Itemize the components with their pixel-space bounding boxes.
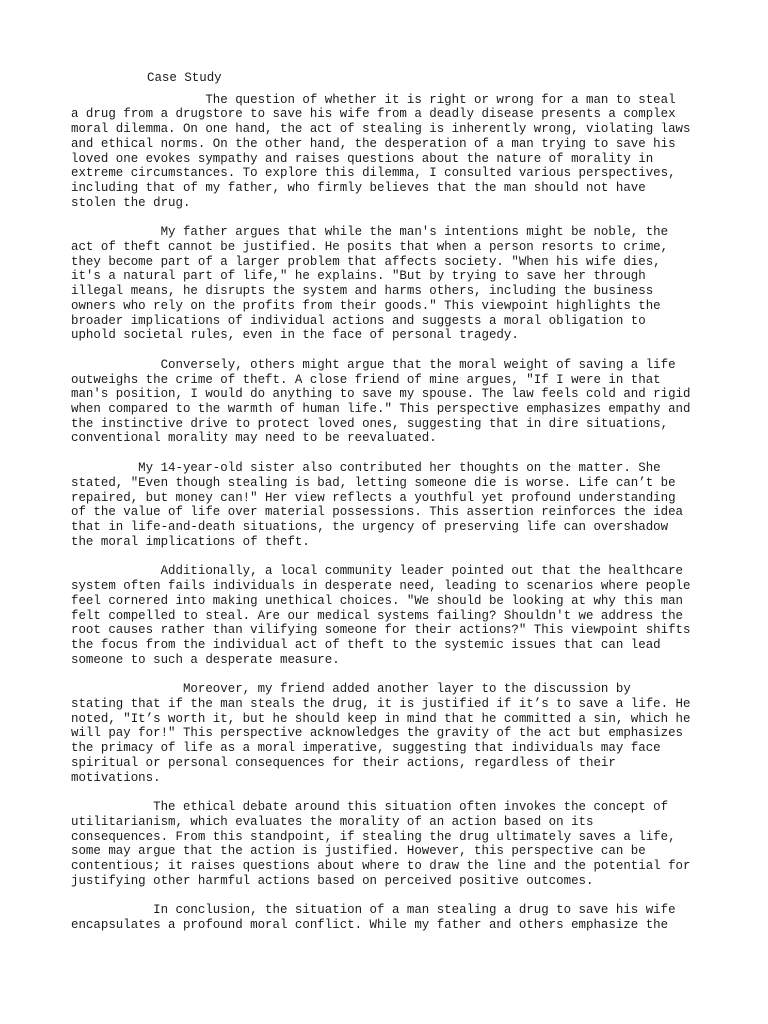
paragraph-sister: My 14-year-old sister also contributed her thoughts on the matter. She stated, "Even though stealing is bad, letting someone die is worse. Life can’t be repaired, but money can!" Her view reflects a youthful yet profound understanding of the value of life over material possessions. This assertion reinforces the idea that in life-and-death situations, the urgency of preserving life can overshadow the moral implications of theft. [71, 461, 684, 549]
paragraph-father: My father argues that while the man's intentions might be noble, the act of theft cannot be justified. He posits that when a person resorts to crime, they become part of a larger problem that affects society. "When his wife dies, it's a natural part of life," he explains. "But by trying to save her through illegal means, he disrupts the system and harms others, including the business owners who rely on the profits from their goods." This viewpoint highlights the broader implications of individual actions and suggests a moral obligation to uphold societal rules, even in the face of personal tragedy. [71, 225, 669, 343]
paragraph-community-leader: Additionally, a local community leader pointed out that the healthcare system often fails individuals in desperate need, leading to scenarios where people feel cornered into making unethical choices. "We should be looking at why this man felt compelled to steal. Are our medical systems failing? Shouldn't we address the root causes rather than vilifying someone for their actions?" This viewpoint shifts the focus from the individual act of theft to the systemic issues that can lead someone to such a desperate measure. [71, 564, 691, 667]
paragraph-utilitarianism: The ethical debate around this situation often invokes the concept of utilitarianism, which evaluates the morality of an action based on its consequences. From this standpoint, if stealing the drug ultimately saves a life, some may argue that the action is justified. However, this perspective can be contentious; it raises questions about where to draw the line and the potential for justifying other harmful actions based on perceived positive outcomes. [71, 800, 691, 888]
document-title: Case Study [147, 71, 222, 85]
paragraph-conclusion: In conclusion, the situation of a man stealing a drug to save his wife encapsulates a profound moral conflict. While my father and others emphasize the [71, 903, 676, 933]
paragraph-friend-sin: Moreover, my friend added another layer to the discussion by stating that if the man steals the drug, it is justified if it’s to save a life. He noted, "It’s worth it, but he should keep in mind that he committed a sin, which he will pay for!" This perspective acknowledges the gravity of the act but emphasizes the primacy of life as a moral imperative, suggesting that individuals may face spiritual or personal consequences for their actions, regardless of their motivations. [71, 682, 691, 785]
paragraph-intro: The question of whether it is right or wrong for a man to steal a drug from a drugstore to save his wife from a deadly disease presents a complex moral dilemma. On one hand, the act of stealing is inherently wrong, violating laws and ethical norms. On the other hand, the desperation of a man trying to save his loved one evokes sympathy and raises questions about the nature of morality in extreme circumstances. To explore this dilemma, I consulted various perspectives, including that of my father, who firmly believes that the man should not have stolen the drug. [71, 92, 691, 210]
paragraph-friend: Conversely, others might argue that the moral weight of saving a life outweighs the crime of theft. A close friend of mine argues, "If I were in that man's position, I would do anything to save my spouse. The law feels cold and rigid when compared to the warmth of human life." This perspective emphasizes empathy and the instinctive drive to protect loved ones, suggesting that in dire situations, conventional morality may need to be reevaluated. [71, 357, 691, 446]
